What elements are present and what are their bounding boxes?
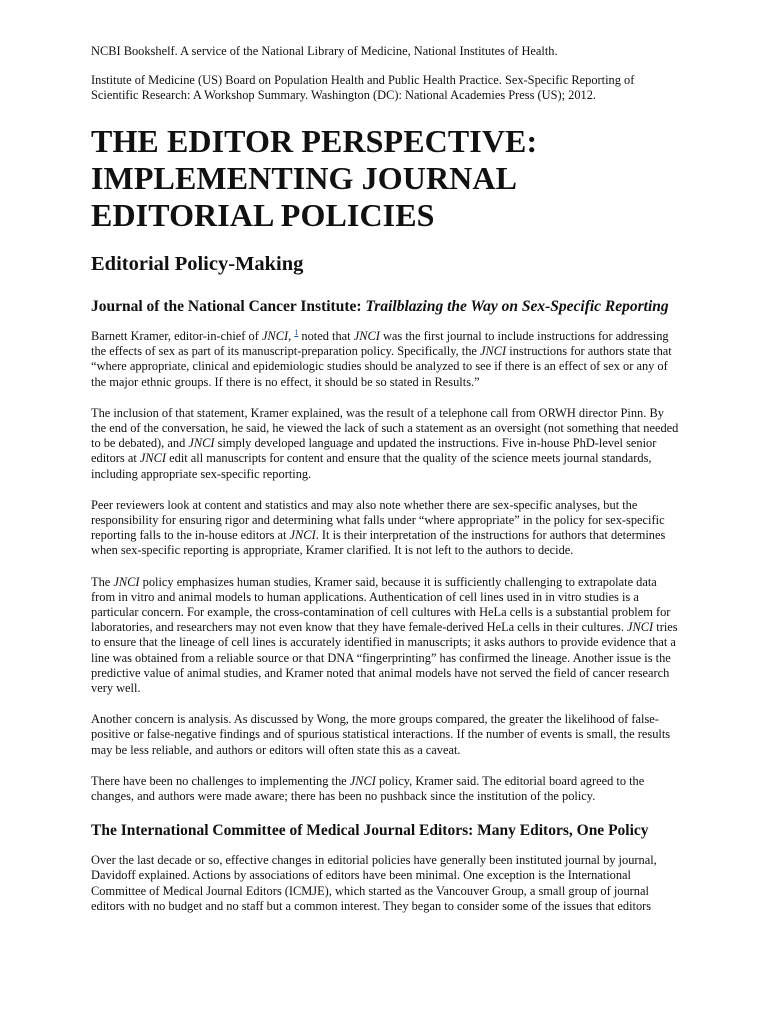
citation: Institute of Medicine (US) Board on Population Health and Public Health Practice. Sex-Specific Reporting of Scientific Research: A Workshop Summary. Washington (DC): National Academies Press (US); 2012. bbox=[91, 73, 635, 102]
text-run: instructions for authors state that “where appropriate, clinical and epidemiologic studies should be analyzed to see if there is an effect of sex or any of the major ethnic groups. If there is no effect, it should be so stated in Results.” bbox=[91, 344, 672, 389]
text-run: There have been no challenges to implementing the bbox=[91, 773, 350, 788]
text-run: tries to ensure that the lineage of cell lines is accurately identified in manuscripts; it asks authors to provide evidence that a line was obtained from a reliable source or that DNA “fingerprinting” has confirmed the lineage. Another issue is the predictive value of animal studies, and Kramer noted that animal models have not served the field of cancer research very well. bbox=[91, 620, 678, 696]
text-run: edit all manuscripts for content and ensure that the quality of the science meets journal standards, including appropriate sex-specific reporting. bbox=[91, 451, 652, 481]
text-run: noted that bbox=[298, 329, 354, 343]
jnci-heading bbox=[91, 296, 681, 317]
section-heading: Editorial Policy-Making bbox=[91, 253, 304, 275]
text-run: was the first journal to include instructions for addressing the effects of sex as part of its manuscript-preparation policy. Specifically, the bbox=[91, 329, 669, 359]
journal-abbrev: JNCI bbox=[139, 451, 167, 466]
text-run: policy, Kramer said. The editorial board agreed to the changes, and authors were made aware; there has been no pushback since the institution of the policy. bbox=[91, 773, 645, 804]
bookshelf-notice: NCBI Bookshelf. A service of the National Library of Medicine, National Institutes of Health. bbox=[91, 44, 558, 58]
text-run: The inclusion of that statement, Kramer explained, was the result of a telephone call from ORWH director Pinn. By the end of the conversation, he said, he viewed the lack of such a statement as an oversight (not something that needed to be debated), and bbox=[91, 405, 679, 451]
document-page bbox=[91, 44, 681, 930]
text-run: Peer reviewers look at content and statistics and may also note whether there are sex-specific analyses, but the responsibility for ensuring rigor and determining what falls under “where appropriate” in the policy for sex-specific reporting falls to the in-house editors at bbox=[91, 497, 665, 543]
jnci-paragraph-4 bbox=[91, 575, 681, 697]
jnci-paragraph-2 bbox=[91, 406, 681, 482]
journal-abbrev: JNCI bbox=[113, 574, 140, 589]
jnci-heading-italic: Trailblazing the Way on Sex-Specific Reporting bbox=[365, 298, 669, 315]
text-run: . It is their interpretation of the instructions for authors that determines when sex-specific reporting is appropriate, Kramer clarified. It is not left to the authors to decide. bbox=[91, 528, 666, 558]
journal-abbrev: JNCI bbox=[188, 436, 215, 451]
journal-abbrev: JNCI bbox=[261, 329, 289, 343]
journal-abbrev: JNCI bbox=[353, 329, 380, 343]
reference-link[interactable]: 1 bbox=[294, 327, 299, 337]
journal-abbrev: JNCI bbox=[627, 620, 654, 635]
journal-abbrev: JNCI bbox=[349, 773, 376, 788]
jnci-heading-plain: Journal of the National Cancer Institute: bbox=[91, 298, 366, 315]
journal-abbrev: JNCI bbox=[480, 344, 507, 359]
text-run: Barnett Kramer, editor-in-chief of bbox=[91, 329, 262, 343]
text-run: , bbox=[288, 329, 292, 343]
jnci-paragraph-3 bbox=[91, 498, 681, 559]
jnci-paragraph-6 bbox=[91, 774, 681, 804]
jnci-paragraph-1 bbox=[91, 329, 681, 390]
page-title: THE EDITOR PERSPECTIVE: IMPLEMENTING JOURNAL EDITORIAL POLICIES bbox=[91, 123, 538, 233]
text-run: simply developed language and updated the instructions. Five in-house PhD-level senior editors at bbox=[91, 436, 657, 466]
text-run: policy emphasizes human studies, Kramer said, because it is sufficiently challenging to extrapolate data from in vitro and animal models to human applications. Authentication of cell lines used in in vitro studies is a particular concern. For example, the cross-contamination of cell cultures with HeLa cells is a substantial problem for laboratories, and researchers may not even know that they have female-derived HeLa cells in their cultures. bbox=[91, 574, 671, 635]
icmje-heading: The International Committee of Medical Journal Editors: Many Editors, One Policy bbox=[91, 822, 649, 840]
text-run: The bbox=[91, 574, 114, 589]
jnci-paragraph-5: Another concern is analysis. As discussed by Wong, the more groups compared, the greater the likelihood of false-positive or false-negative findings and of spurious statistical interactions. If the number of events is small, the results may be less reliable, and authors or editors will often state this as a caveat. bbox=[91, 712, 671, 757]
journal-abbrev: JNCI bbox=[289, 528, 316, 543]
icmje-paragraph-1: Over the last decade or so, effective changes in editorial policies have generally been instituted journal by journal, Davidoff explained. Actions by associations of editors have been minimal. One exception is the International Committee of Medical Journal Editors (ICMJE), which started as the Vancouver Group, a small group of journal editors with no budget and no staff but a common interest. They began to consider some of the issues that editors bbox=[91, 853, 657, 913]
